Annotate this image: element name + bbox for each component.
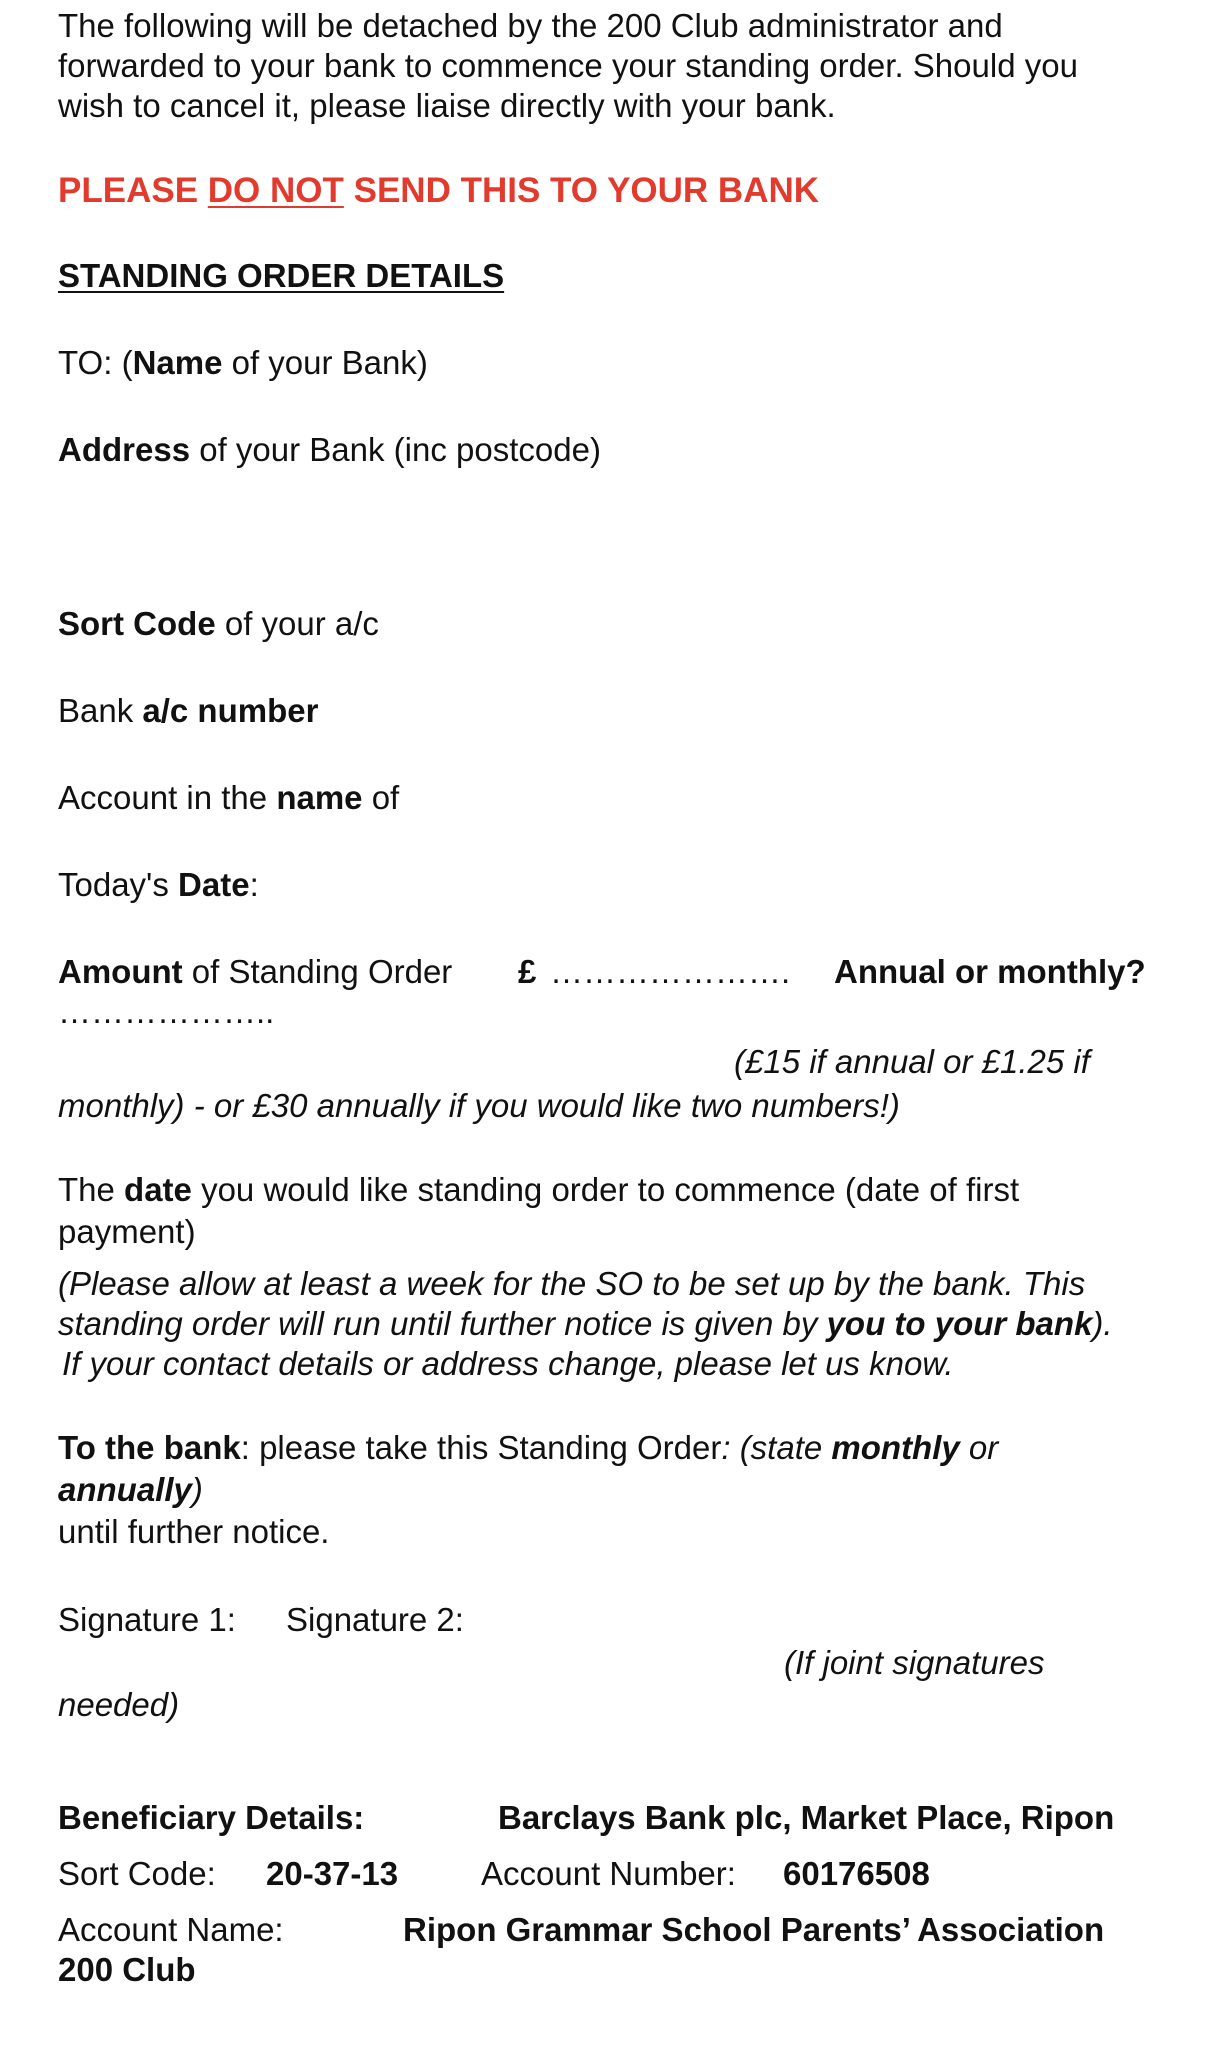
warning-do-not: DO NOT [207, 171, 344, 210]
signature-note-line-2: needed) [58, 1686, 180, 1723]
account-name-field [58, 778, 399, 818]
account-name-pre: Account in the [58, 779, 277, 816]
amount-note-line-2: monthly) - or £30 annually if you would like two numbers!) [58, 1087, 900, 1124]
todays-date-bold: Date [178, 866, 250, 903]
instruction-line-3: until further notice. [58, 1513, 330, 1550]
instruction-rest: : please take this Standing Order [240, 1429, 722, 1466]
commence-date-field [58, 1170, 1019, 1210]
beneficiary-label: Beneficiary Details: [58, 1799, 365, 1836]
instruction-line-2 [58, 1470, 203, 1510]
beneficiary-account-name-value-2: 200 Club [58, 1951, 196, 1988]
commence-note-line-1: (Please allow at least a week for the SO to be set up by the bank. This [58, 1265, 1086, 1302]
beneficiary-account-name-label: Account Name: [58, 1911, 284, 1948]
account-number-field [58, 691, 318, 731]
beneficiary-account-name-value: Ripon Grammar School Parents’ Association [403, 1911, 1105, 1948]
instruction-italic-2: or [959, 1429, 999, 1466]
bank-name-suffix: of your Bank) [222, 344, 428, 381]
beneficiary-sort-code-label: Sort Code: [58, 1855, 216, 1892]
instruction-italic-3: ) [191, 1471, 203, 1508]
beneficiary-account-number-value: 60176508 [783, 1855, 930, 1892]
beneficiary-account-number-label: Account Number: [481, 1855, 736, 1892]
account-number-pre: Bank [58, 692, 143, 729]
instruction-bold: To the bank [58, 1429, 241, 1466]
bank-address-rest: of your Bank (inc postcode) [190, 431, 601, 468]
instruction-annually: annually [58, 1471, 192, 1508]
amount-dots: …………………. [550, 953, 791, 990]
todays-date-field [58, 865, 259, 905]
todays-date-post: : [249, 866, 259, 903]
instruction-monthly: monthly [831, 1429, 960, 1466]
commence-pre: The [58, 1171, 125, 1208]
signature-1-label: Signature 1: [58, 1601, 236, 1638]
commence-note-2-post: ). [1092, 1305, 1113, 1342]
amount-note-line-1: (£15 if annual or £1.25 if [734, 1043, 1090, 1080]
bank-instruction [58, 1428, 998, 1468]
section-heading: STANDING ORDER DETAILS [58, 257, 505, 294]
signature-note-line-1: (If joint signatures [784, 1644, 1045, 1681]
beneficiary-sort-code-value: 20-37-13 [266, 1855, 399, 1892]
sort-code-rest: of your a/c [215, 605, 379, 642]
amount-field [58, 952, 452, 992]
commence-rest: you would like standing order to commence (date of first [191, 1171, 1020, 1208]
account-name-post: of [362, 779, 400, 816]
intro-line-1: The following will be detached by the 200 Club administrator and [58, 7, 1003, 44]
amount-bold: Amount [58, 953, 183, 990]
intro-line-3: wish to cancel it, please liaise directly with your bank. [58, 87, 836, 124]
currency-symbol: £ [518, 953, 537, 990]
account-number-bold: a/c number [142, 692, 319, 729]
instruction-italic-1: : (state [721, 1429, 832, 1466]
warning-part-3: SEND THIS TO YOUR BANK [343, 171, 820, 210]
commence-bold: date [124, 1171, 192, 1208]
sort-code-field [58, 604, 379, 644]
warning-notice [58, 171, 819, 211]
commence-line-2: payment) [58, 1213, 196, 1250]
commence-note-2-pre: standing order will run until further notice is given by [58, 1305, 827, 1342]
bank-name-prefix: TO: ( [58, 344, 133, 381]
frequency-dots: ……………….. [58, 993, 275, 1030]
bank-name-bold: Name [132, 344, 223, 381]
beneficiary-bank: Barclays Bank plc, Market Place, Ripon [498, 1799, 1115, 1836]
bank-address-bold: Address [58, 431, 191, 468]
signature-2-label: Signature 2: [286, 1601, 464, 1638]
warning-part-1: PLEASE [58, 171, 208, 210]
commence-note-line-3: If your contact details or address change, please let us know. [62, 1345, 954, 1382]
bank-address-field [58, 430, 601, 470]
sort-code-bold: Sort Code [58, 605, 216, 642]
annual-or-monthly-question: Annual or monthly? [834, 953, 1146, 990]
account-name-bold: name [276, 779, 363, 816]
bank-name-field [58, 343, 428, 383]
commence-note-line-2 [58, 1304, 1113, 1344]
amount-label-rest: of Standing Order [182, 953, 453, 990]
intro-line-2: forwarded to your bank to commence your standing order. Should you [58, 47, 1078, 84]
todays-date-pre: Today's [58, 866, 179, 903]
commence-note-2-bold: you to your bank [826, 1305, 1093, 1342]
